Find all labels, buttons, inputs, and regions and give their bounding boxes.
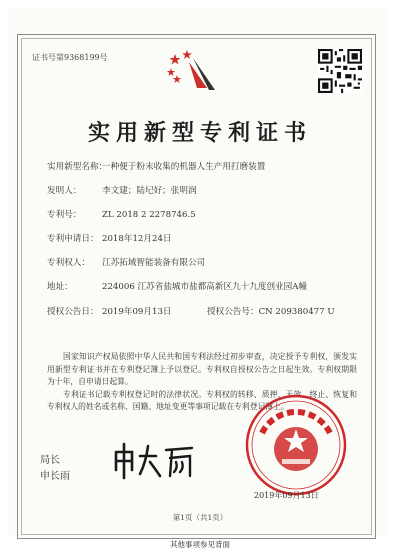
filing-date-row	[47, 232, 172, 244]
utility-model-name-row	[47, 160, 265, 172]
patent-number-row	[47, 208, 196, 220]
field-value: CN 209380477 U	[258, 307, 335, 317]
field-label: 实用新型名称：	[47, 162, 108, 172]
qr-code	[318, 49, 362, 93]
field-value: 江苏拓域智能装备有限公司	[102, 258, 206, 268]
field-value: 李文建；陆圮好；张明润	[102, 186, 197, 196]
field-value: 一种便于粉末收集的机器人生产用打磨装置	[102, 162, 266, 172]
grant-row	[47, 305, 335, 317]
field-label: 授权公告号：	[207, 307, 259, 317]
field-value: 2019年09月13日	[102, 307, 172, 317]
body-paragraph: 国家知识产权局依照中华人民共和国专利法经过初步审查，决定授予专利权，颁发实用新型专利证书并在专利登记簿上予以登记。专利权自授权公告之日起生效。专利权期限为十年，自申请日起算。	[47, 352, 357, 386]
field-label: 专利权人：	[47, 258, 90, 268]
field-label: 发明人：	[47, 186, 82, 196]
signature	[110, 438, 198, 482]
stars-emblem-icon	[163, 48, 227, 94]
field-value: 2018年12月24日	[102, 234, 172, 244]
field-label: 专利号：	[47, 210, 82, 220]
field-value: 224006 江苏省盐城市盐都高新区九十九度创业园A幢	[102, 282, 308, 292]
body-paragraph: 专利证书记载专利权登记时的法律状况。专利权的转移、质押、无效、终止、恢复和专利权人的姓名或名称、国籍、地址变更等事项记载在专利登记簿上。	[47, 389, 357, 411]
footer-note: 其他事项参见背面	[170, 540, 230, 549]
field-label: 地址：	[47, 282, 73, 292]
inventor-row	[47, 184, 197, 196]
field-label: 专利申请日：	[47, 234, 99, 244]
field-value: ZL 2018 2 2278746.5	[102, 210, 196, 220]
patentee-row	[47, 256, 205, 268]
director-title: 局长	[40, 455, 60, 466]
director-name: 申长雨	[40, 471, 70, 482]
official-seal	[244, 393, 348, 497]
address-row	[47, 280, 307, 292]
certificate-number: 证书号第9368199号	[32, 53, 108, 62]
page-number: 第1页（共1页）	[172, 513, 228, 522]
seal-date: 2019年09月13日	[254, 491, 319, 500]
certificate-title: 实用新型专利证书	[87, 120, 312, 146]
field-label: 授权公告日：	[47, 307, 99, 317]
